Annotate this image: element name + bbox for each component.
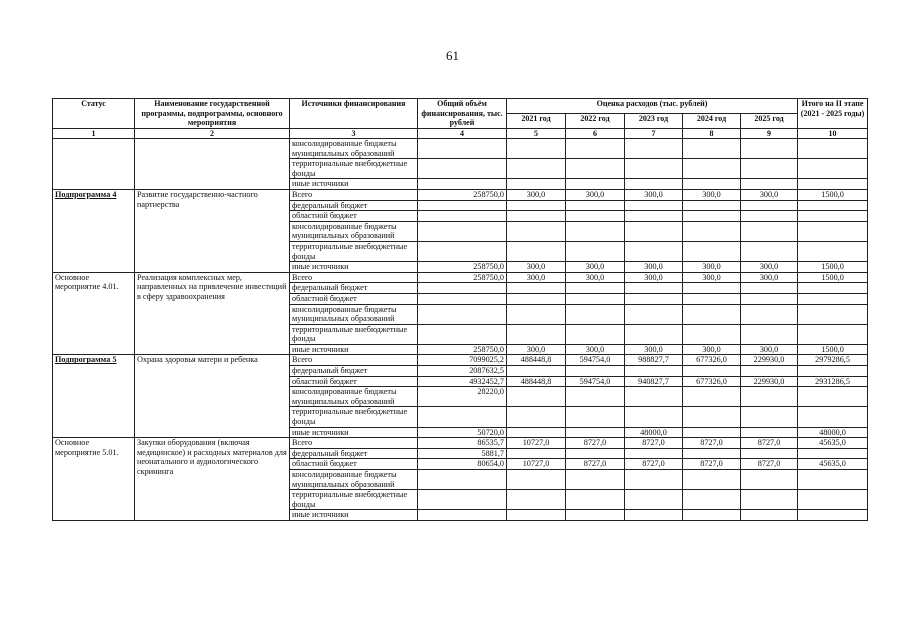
value-cell-y21: 488448,8 (507, 376, 566, 387)
value-cell-y24 (683, 139, 741, 159)
source-cell: областной бюджет (290, 459, 418, 470)
col-number: 9 (741, 128, 798, 139)
value-cell-y23 (625, 387, 683, 407)
value-cell-y21 (507, 304, 566, 324)
page-number: 61 (446, 48, 459, 63)
column-numbers-row (53, 128, 868, 139)
col-status-header: Статус (53, 99, 135, 129)
value-cell-total: 86535,7 (418, 438, 507, 449)
source-cell: областной бюджет (290, 293, 418, 304)
value-cell-y24 (683, 221, 741, 241)
col-itogo-header: Итого на II этапе (2021 - 2025 годы) (798, 99, 868, 129)
value-cell-itogo (798, 221, 868, 241)
value-cell-itogo: 1500,0 (798, 272, 868, 283)
value-cell-y21 (507, 211, 566, 222)
source-cell: федеральный бюджет (290, 200, 418, 211)
value-cell-y24 (683, 293, 741, 304)
program-name-cell: Реализация комплексных мер, направленных на привлечение инвестиций в сферу здравоохранения (135, 272, 290, 355)
source-cell: областной бюджет (290, 376, 418, 387)
value-cell-y23 (625, 324, 683, 344)
value-cell-y25 (741, 407, 798, 427)
value-cell-y23 (625, 366, 683, 377)
value-cell-total: 258750,0 (418, 272, 507, 283)
source-cell: иные источники (290, 262, 418, 273)
value-cell-y24 (683, 179, 741, 190)
value-cell-y24 (683, 241, 741, 261)
value-cell-total (418, 221, 507, 241)
value-cell-itogo (798, 470, 868, 490)
value-cell-y24: 300,0 (683, 344, 741, 355)
value-cell-y23 (625, 200, 683, 211)
value-cell-total (418, 159, 507, 179)
source-cell: иные источники (290, 427, 418, 438)
value-cell-y24 (683, 366, 741, 377)
value-cell-y21: 10727,0 (507, 459, 566, 470)
value-cell-itogo: 45635,0 (798, 459, 868, 470)
value-cell-total: 5881,7 (418, 448, 507, 459)
value-cell-itogo (798, 324, 868, 344)
value-cell-itogo (798, 283, 868, 294)
value-cell-total: 4932452,7 (418, 376, 507, 387)
value-cell-y22: 300,0 (566, 272, 625, 283)
value-cell-itogo (798, 159, 868, 179)
value-cell-y22 (566, 510, 625, 521)
value-cell-y22 (566, 407, 625, 427)
source-cell: территориальные внебюджетные фонды (290, 159, 418, 179)
value-cell-y22 (566, 241, 625, 261)
value-cell-y25: 300,0 (741, 344, 798, 355)
value-cell-y23: 300,0 (625, 189, 683, 200)
value-cell-y25 (741, 510, 798, 521)
value-cell-y21 (507, 490, 566, 510)
value-cell-y22 (566, 159, 625, 179)
value-cell-itogo (798, 490, 868, 510)
value-cell-itogo (798, 366, 868, 377)
value-cell-y21 (507, 324, 566, 344)
value-cell-y24: 300,0 (683, 262, 741, 273)
value-cell-total: 258750,0 (418, 189, 507, 200)
col-total-header: Общий объём финансирования, тыс. рублей (418, 99, 507, 129)
value-cell-y21: 300,0 (507, 272, 566, 283)
value-cell-y24 (683, 387, 741, 407)
value-cell-itogo (798, 211, 868, 222)
value-cell-y22 (566, 427, 625, 438)
value-cell-total (418, 283, 507, 294)
status-cell: Подпрограмма 5 (53, 355, 135, 438)
value-cell-y23: 300,0 (625, 272, 683, 283)
program-name-cell (135, 139, 290, 190)
value-cell-y22 (566, 200, 625, 211)
source-cell: территориальные внебюджетные фонды (290, 324, 418, 344)
value-cell-y23 (625, 293, 683, 304)
status-cell: Подпрограмма 4 (53, 189, 135, 272)
value-cell-y25 (741, 211, 798, 222)
program-name-cell: Охрана здоровья матери и ребенка (135, 355, 290, 438)
col-sources-header: Источники финансирования (290, 99, 418, 129)
value-cell-y23 (625, 221, 683, 241)
source-cell: Всего (290, 272, 418, 283)
value-cell-itogo: 1500,0 (798, 344, 868, 355)
value-cell-y24 (683, 159, 741, 179)
value-cell-total: 50720,0 (418, 427, 507, 438)
value-cell-y23: 988827,7 (625, 355, 683, 366)
value-cell-y21 (507, 283, 566, 294)
value-cell-y25 (741, 427, 798, 438)
value-cell-itogo (798, 510, 868, 521)
value-cell-y25: 300,0 (741, 272, 798, 283)
table-row (53, 189, 868, 200)
col-2024-header: 2024 год (683, 113, 741, 128)
value-cell-y22 (566, 470, 625, 490)
value-cell-y23: 300,0 (625, 262, 683, 273)
value-cell-total (418, 470, 507, 490)
value-cell-total: 2087632,5 (418, 366, 507, 377)
value-cell-total (418, 241, 507, 261)
value-cell-y23 (625, 510, 683, 521)
value-cell-y25 (741, 387, 798, 407)
value-cell-y23 (625, 179, 683, 190)
value-cell-y21 (507, 200, 566, 211)
value-cell-y24: 300,0 (683, 272, 741, 283)
value-cell-y23 (625, 490, 683, 510)
value-cell-y21: 10727,0 (507, 438, 566, 449)
col-number: 3 (290, 128, 418, 139)
value-cell-y24 (683, 448, 741, 459)
value-cell-y21: 300,0 (507, 344, 566, 355)
value-cell-y24: 8727,0 (683, 438, 741, 449)
value-cell-y22 (566, 490, 625, 510)
status-cell: Основное мероприятие 4.01. (53, 272, 135, 355)
col-number: 10 (798, 128, 868, 139)
value-cell-itogo (798, 407, 868, 427)
col-number: 6 (566, 128, 625, 139)
value-cell-y25: 229930,0 (741, 355, 798, 366)
source-cell: территориальные внебюджетные фонды (290, 490, 418, 510)
col-number: 2 (135, 128, 290, 139)
value-cell-itogo (798, 139, 868, 159)
col-2021-header: 2021 год (507, 113, 566, 128)
table-row (53, 139, 868, 159)
value-cell-y22 (566, 293, 625, 304)
value-cell-y22: 594754,0 (566, 355, 625, 366)
value-cell-total (418, 211, 507, 222)
col-number: 1 (53, 128, 135, 139)
value-cell-itogo: 1500,0 (798, 189, 868, 200)
value-cell-y23: 300,0 (625, 344, 683, 355)
table-row (53, 438, 868, 449)
source-cell: Всего (290, 438, 418, 449)
value-cell-y21 (507, 221, 566, 241)
value-cell-y25 (741, 179, 798, 190)
source-cell: консолидированные бюджеты муниципальных образований (290, 387, 418, 407)
value-cell-total (418, 324, 507, 344)
value-cell-y24 (683, 200, 741, 211)
value-cell-total (418, 407, 507, 427)
value-cell-y21: 300,0 (507, 262, 566, 273)
value-cell-y22 (566, 324, 625, 344)
value-cell-y25 (741, 241, 798, 261)
value-cell-itogo: 2931286,5 (798, 376, 868, 387)
value-cell-y25 (741, 304, 798, 324)
value-cell-y21 (507, 159, 566, 179)
value-cell-y24 (683, 211, 741, 222)
value-cell-y21 (507, 407, 566, 427)
source-cell: областной бюджет (290, 211, 418, 222)
col-number: 8 (683, 128, 741, 139)
value-cell-y21 (507, 241, 566, 261)
value-cell-y24 (683, 324, 741, 344)
value-cell-y25 (741, 283, 798, 294)
value-cell-y22 (566, 304, 625, 324)
value-cell-total: 258750,0 (418, 262, 507, 273)
source-cell: консолидированные бюджеты муниципальных образований (290, 304, 418, 324)
value-cell-total: 28220,0 (418, 387, 507, 407)
program-name-cell: Закупки оборудования (включая медицинское) и расходных материалов для неонатального и аудиологического скрининга (135, 438, 290, 521)
col-estimate-header: Оценка расходов (тыс. рублей) (507, 99, 798, 114)
value-cell-total (418, 293, 507, 304)
value-cell-y23: 8727,0 (625, 438, 683, 449)
value-cell-y24 (683, 510, 741, 521)
value-cell-itogo (798, 200, 868, 211)
value-cell-y23 (625, 470, 683, 490)
value-cell-y22: 300,0 (566, 189, 625, 200)
program-name-cell: Развитие государственно-частного партнерства (135, 189, 290, 272)
value-cell-y25: 229930,0 (741, 376, 798, 387)
value-cell-y25: 8727,0 (741, 459, 798, 470)
source-cell: консолидированные бюджеты муниципальных образований (290, 470, 418, 490)
value-cell-y23 (625, 241, 683, 261)
value-cell-itogo: 2979286,5 (798, 355, 868, 366)
value-cell-y22: 300,0 (566, 344, 625, 355)
source-cell: консолидированные бюджеты муниципальных образований (290, 221, 418, 241)
value-cell-y22 (566, 221, 625, 241)
value-cell-itogo: 1500,0 (798, 262, 868, 273)
value-cell-y24 (683, 427, 741, 438)
value-cell-y24 (683, 470, 741, 490)
value-cell-y24: 677326,0 (683, 376, 741, 387)
value-cell-y25 (741, 200, 798, 211)
value-cell-y23 (625, 283, 683, 294)
value-cell-y22 (566, 387, 625, 407)
value-cell-y21 (507, 448, 566, 459)
value-cell-y23: 48000,0 (625, 427, 683, 438)
value-cell-total: 258750,0 (418, 344, 507, 355)
source-cell: иные источники (290, 344, 418, 355)
value-cell-y25: 300,0 (741, 189, 798, 200)
col-number: 5 (507, 128, 566, 139)
value-cell-y23 (625, 211, 683, 222)
value-cell-total: 80654,0 (418, 459, 507, 470)
col-2025-header: 2025 год (741, 113, 798, 128)
value-cell-y24: 677326,0 (683, 355, 741, 366)
value-cell-y21: 300,0 (507, 189, 566, 200)
col-number: 7 (625, 128, 683, 139)
value-cell-total (418, 200, 507, 211)
value-cell-y21 (507, 387, 566, 407)
value-cell-total (418, 490, 507, 510)
value-cell-itogo: 48000,0 (798, 427, 868, 438)
value-cell-itogo (798, 387, 868, 407)
value-cell-y21 (507, 293, 566, 304)
value-cell-y25 (741, 221, 798, 241)
value-cell-y21 (507, 179, 566, 190)
value-cell-y23 (625, 304, 683, 324)
value-cell-total (418, 510, 507, 521)
source-cell: консолидированные бюджеты муниципальных образований (290, 139, 418, 159)
source-cell: иные источники (290, 510, 418, 521)
value-cell-y24: 8727,0 (683, 459, 741, 470)
source-cell: Всего (290, 355, 418, 366)
value-cell-y22 (566, 283, 625, 294)
value-cell-itogo (798, 293, 868, 304)
value-cell-y22: 8727,0 (566, 459, 625, 470)
table-row (53, 355, 868, 366)
value-cell-y21 (507, 139, 566, 159)
header-row (53, 99, 868, 114)
value-cell-y25: 8727,0 (741, 438, 798, 449)
value-cell-y23 (625, 407, 683, 427)
financing-table (52, 98, 868, 521)
value-cell-y25 (741, 324, 798, 344)
value-cell-y22 (566, 179, 625, 190)
value-cell-y22: 594754,0 (566, 376, 625, 387)
value-cell-total (418, 179, 507, 190)
col-2022-header: 2022 год (566, 113, 625, 128)
value-cell-y23: 940827,7 (625, 376, 683, 387)
value-cell-total (418, 139, 507, 159)
value-cell-y22 (566, 211, 625, 222)
table-body (53, 139, 868, 521)
col-number: 4 (418, 128, 507, 139)
value-cell-y22: 300,0 (566, 262, 625, 273)
value-cell-total: 7099025,2 (418, 355, 507, 366)
table-row (53, 272, 868, 283)
value-cell-y25 (741, 490, 798, 510)
value-cell-y22 (566, 366, 625, 377)
col-name-header: Наименование государственной программы, подпрограммы, основного мероприятия (135, 99, 290, 129)
value-cell-y24 (683, 490, 741, 510)
source-cell: федеральный бюджет (290, 283, 418, 294)
value-cell-y21 (507, 470, 566, 490)
value-cell-itogo (798, 448, 868, 459)
value-cell-y21: 488448,8 (507, 355, 566, 366)
value-cell-y21 (507, 510, 566, 521)
source-cell: Всего (290, 189, 418, 200)
value-cell-itogo (798, 179, 868, 190)
value-cell-y25 (741, 448, 798, 459)
value-cell-y22: 8727,0 (566, 438, 625, 449)
source-cell: территориальные внебюджетные фонды (290, 241, 418, 261)
col-2023-header: 2023 год (625, 113, 683, 128)
value-cell-y24 (683, 407, 741, 427)
value-cell-y23: 8727,0 (625, 459, 683, 470)
value-cell-y22 (566, 139, 625, 159)
value-cell-y21 (507, 366, 566, 377)
status-cell (53, 139, 135, 190)
value-cell-y25: 300,0 (741, 262, 798, 273)
source-cell: территориальные внебюджетные фонды (290, 407, 418, 427)
value-cell-total (418, 304, 507, 324)
value-cell-y25 (741, 139, 798, 159)
value-cell-y22 (566, 448, 625, 459)
value-cell-y24 (683, 304, 741, 324)
value-cell-y25 (741, 159, 798, 179)
value-cell-y23 (625, 159, 683, 179)
value-cell-y23 (625, 448, 683, 459)
source-cell: федеральный бюджет (290, 448, 418, 459)
source-cell: федеральный бюджет (290, 366, 418, 377)
status-cell: Основное мероприятие 5.01. (53, 438, 135, 521)
source-cell: иные источники (290, 179, 418, 190)
value-cell-itogo (798, 241, 868, 261)
value-cell-y25 (741, 293, 798, 304)
value-cell-y25 (741, 470, 798, 490)
value-cell-itogo (798, 304, 868, 324)
value-cell-itogo: 45635,0 (798, 438, 868, 449)
value-cell-y24: 300,0 (683, 189, 741, 200)
value-cell-y23 (625, 139, 683, 159)
value-cell-y25 (741, 366, 798, 377)
value-cell-y21 (507, 427, 566, 438)
value-cell-y24 (683, 283, 741, 294)
